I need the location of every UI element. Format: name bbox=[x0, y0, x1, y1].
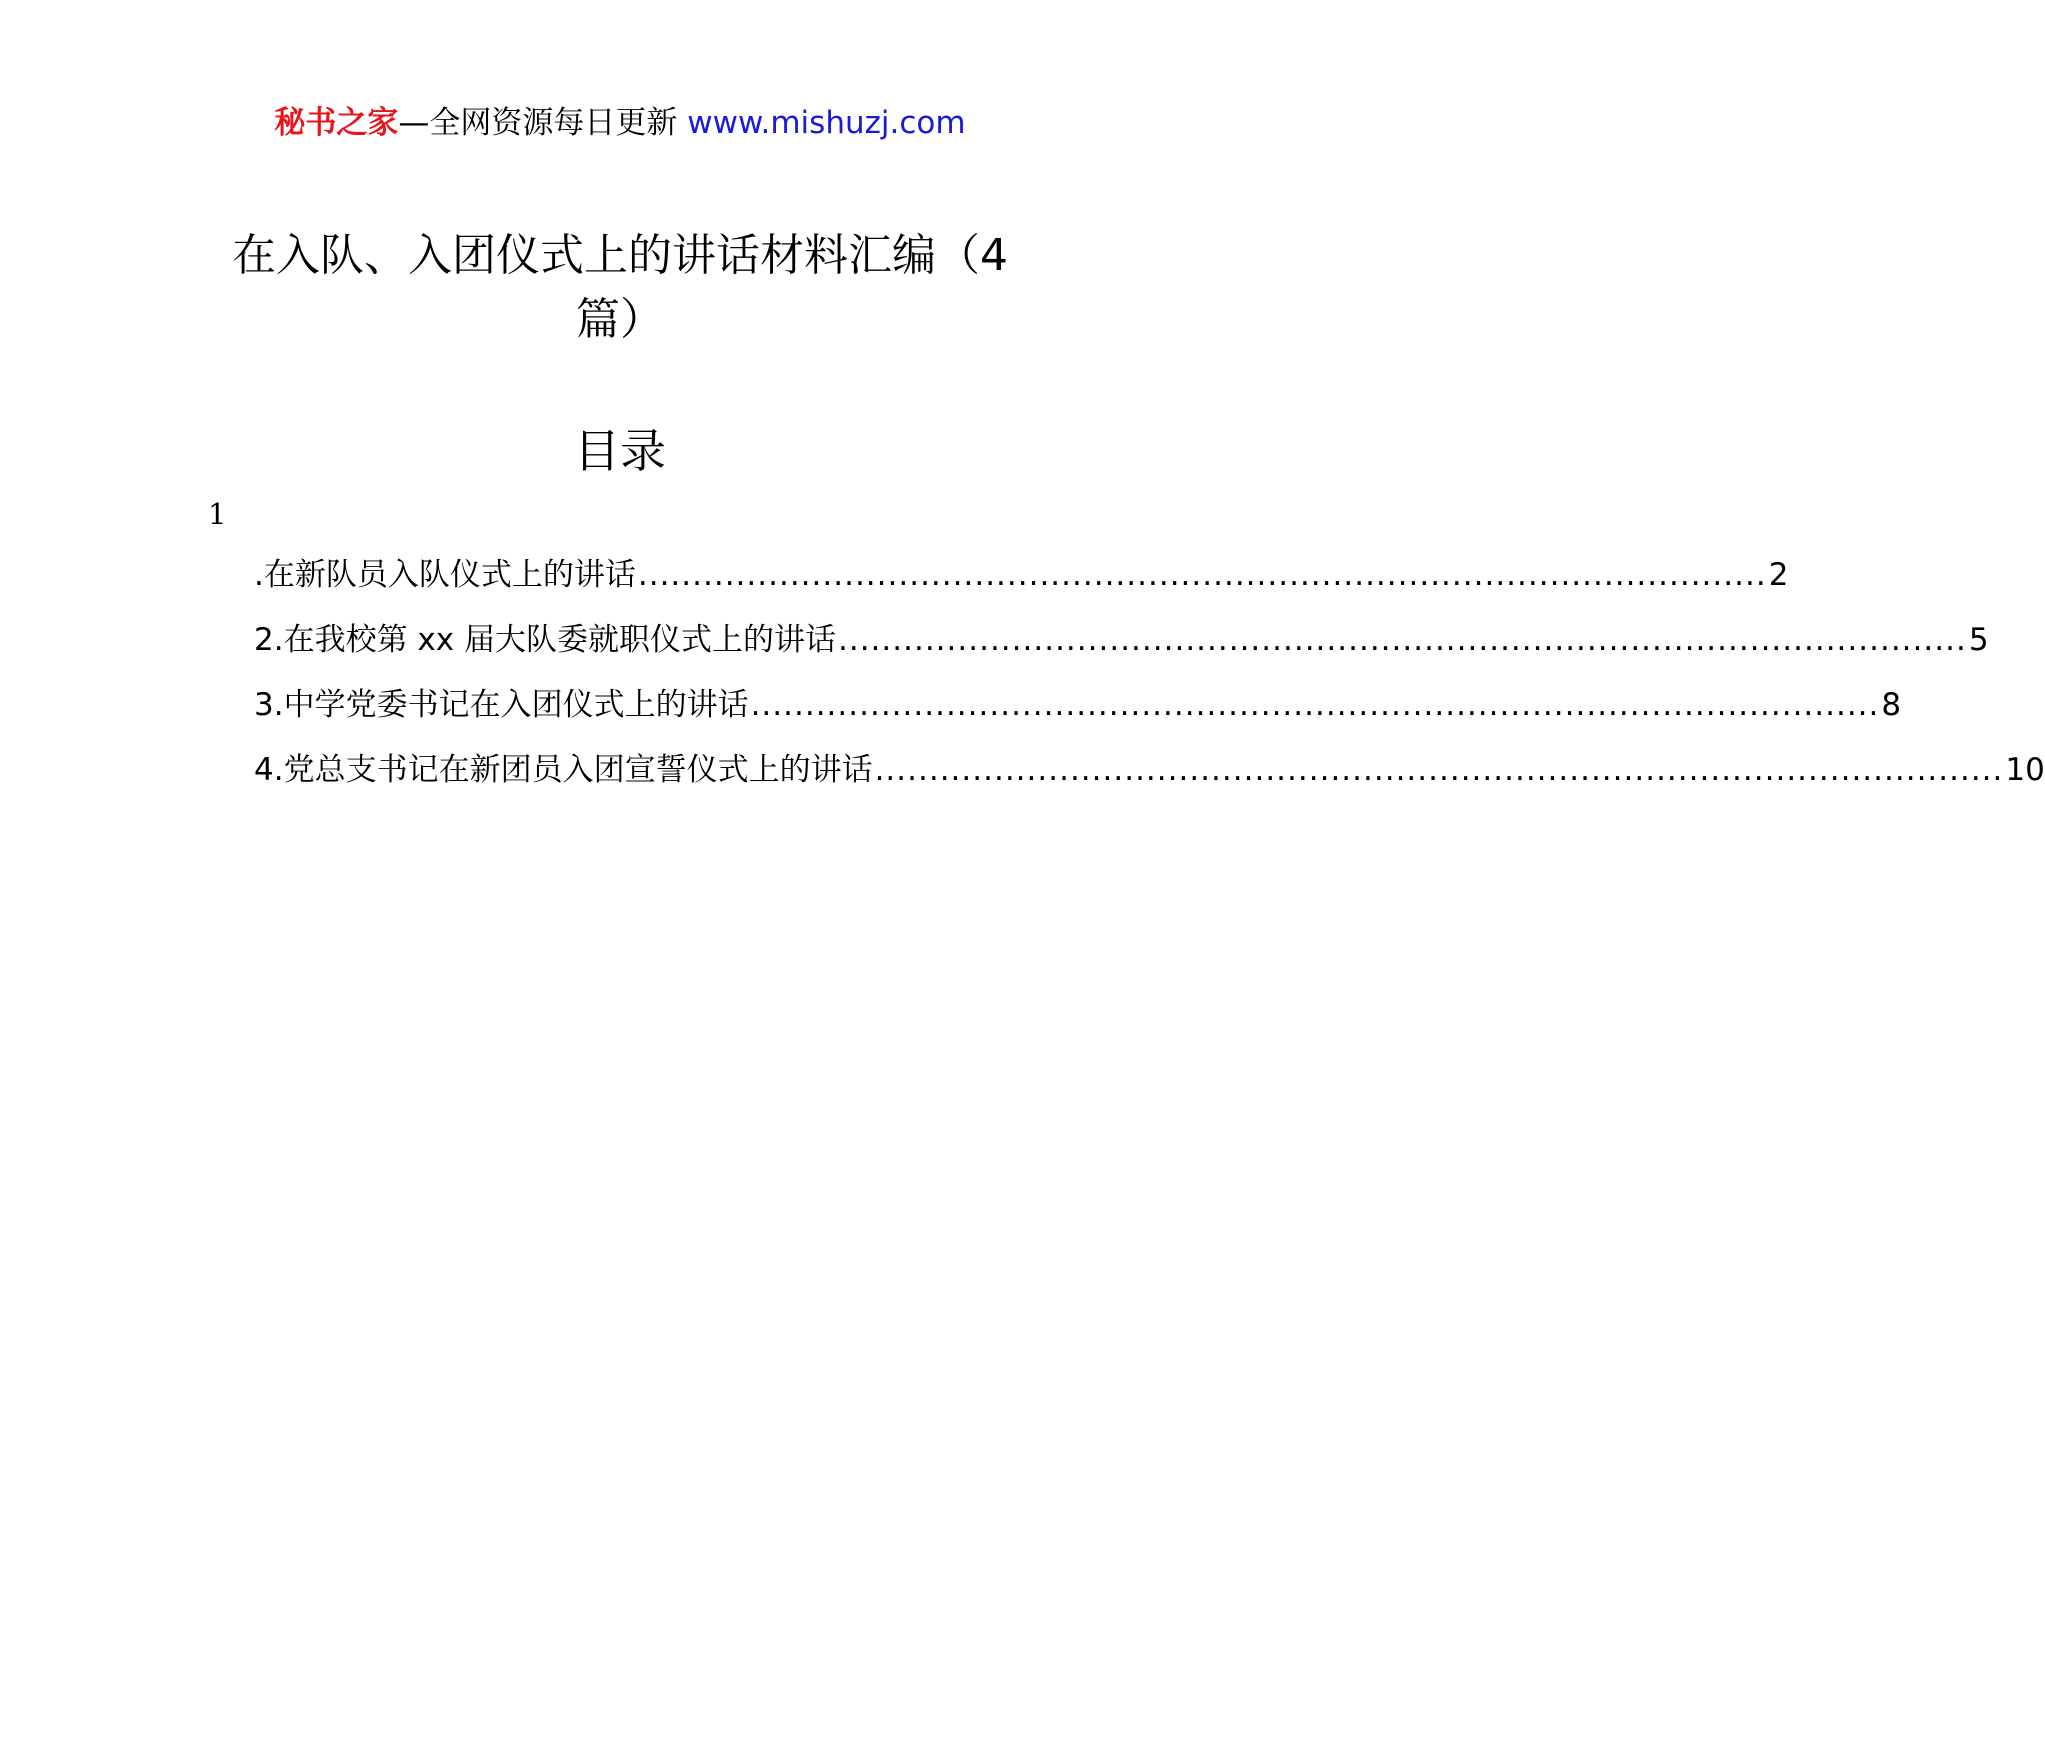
toc-entry[interactable] bbox=[254, 552, 1789, 617]
document-title: 在入队、入团仪式上的讲话材料汇编（4篇） bbox=[232, 230, 1008, 345]
toc-dot-leader: ........................................................................................................ bbox=[837, 622, 1967, 658]
toc-list bbox=[254, 552, 2045, 812]
toc-dot-leader: ........................................................................................................ bbox=[750, 687, 1880, 723]
site-slogan: —全网资源每日更新 bbox=[398, 105, 678, 141]
toc-entry[interactable] bbox=[254, 617, 1989, 682]
toc-entry[interactable] bbox=[254, 682, 1902, 747]
toc-entry-title: 3.中学党委书记在入团仪式上的讲话 bbox=[254, 687, 749, 723]
toc-stray-number: 1 bbox=[208, 497, 227, 531]
toc-dot-leader: ........................................................................................................ bbox=[874, 752, 2004, 788]
toc-entry-page: 5 bbox=[1968, 622, 1989, 658]
toc-heading: 目录 bbox=[574, 424, 666, 478]
toc-dot-leader: ........................................................................................................ bbox=[637, 557, 1767, 593]
toc-entry-page: 2 bbox=[1768, 557, 1789, 593]
toc-entry-page: 8 bbox=[1881, 687, 1902, 723]
site-url-link[interactable]: www.mishuzj.com bbox=[687, 105, 966, 141]
toc-entry-title: 4.党总支书记在新团员入团宣誓仪式上的讲话 bbox=[254, 752, 873, 788]
site-header bbox=[0, 100, 1240, 146]
toc-entry-title: .在新队员入队仪式上的讲话 bbox=[254, 557, 636, 593]
toc-entry[interactable] bbox=[254, 747, 2045, 812]
toc-entry-page: 10 bbox=[2005, 752, 2045, 788]
toc-entry-title: 2.在我校第 xx 届大队委就职仪式上的讲话 bbox=[254, 622, 836, 658]
site-brand: 秘书之家 bbox=[274, 105, 399, 141]
